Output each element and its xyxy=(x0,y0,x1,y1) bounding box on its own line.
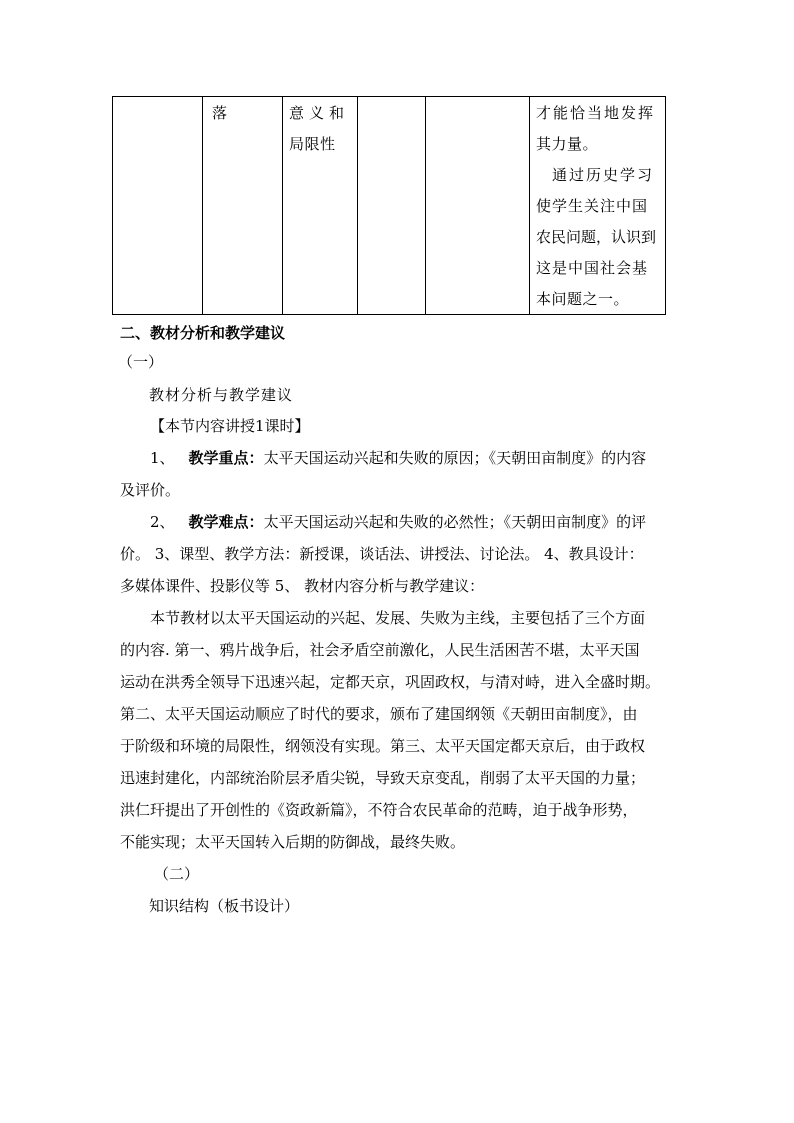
table-divider xyxy=(202,96,203,315)
analysis-paragraph-line: 本节教材以太平天国运动的兴起、发展、失败为主线，主要包括了三个方面 xyxy=(150,609,646,627)
key-point-label: 教学重点： xyxy=(188,449,264,467)
subsection-title-1: 教材分析与教学建议 xyxy=(149,386,294,404)
key-point-text: 太平天国运动兴起和失败的原因；《天朝田亩制度》的内容 xyxy=(263,449,647,467)
table-cell-line: 才能恰当地发挥 xyxy=(536,104,656,122)
difficult-point-continuation: 价。 3、课型、教学方法：新授课，谈话法、讲授法、讨论法。 4、教具设计： xyxy=(120,545,644,563)
section-heading: 二、教材分析和教学建议 xyxy=(120,324,286,342)
table-divider xyxy=(529,96,530,315)
key-point-continuation: 及评价。 xyxy=(120,481,181,499)
difficult-point-label: 教学难点： xyxy=(188,513,264,531)
analysis-paragraph-line: 于阶级和环境的局限性，纲领没有实现。第三、太平天国定都天京后，由于政权 xyxy=(120,737,646,755)
difficult-point-line xyxy=(150,511,646,532)
difficult-point-continuation-2: 多媒体课件、投影仪等 5、 教材内容分析与教学建议： xyxy=(120,577,485,595)
table-cell-line: 使学生关注中国 xyxy=(536,197,649,215)
item-number: 2、 xyxy=(150,513,175,531)
key-point-line xyxy=(150,447,646,468)
analysis-paragraph-line: 迅速封建化，内部统治阶层矛盾尖锐，导致天京变乱，削弱了太平天国的力量； xyxy=(120,769,646,787)
table-cell-line: 这是中国社会基 xyxy=(536,259,649,277)
item-number: 1、 xyxy=(150,449,175,467)
lesson-table xyxy=(112,96,666,315)
analysis-paragraph-line: 洪仁玕提出了开创性的《资政新篇》，不符合农民革命的范畴，迫于战争形势， xyxy=(120,801,638,819)
analysis-paragraph-line: 第二、太平天国运动顺应了时代的要求，颁布了建国纲领《天朝田亩制度》，由 xyxy=(120,705,638,723)
table-cell-line: 意义和 xyxy=(289,104,350,122)
table-cell-col3 xyxy=(289,98,353,160)
table-cell-line: 本问题之一。 xyxy=(536,290,630,308)
table-cell-col6 xyxy=(536,98,666,315)
lesson-hours: 【本节内容讲授1课时】 xyxy=(150,417,310,435)
table-cell-line: 农民问题，认识到 xyxy=(536,228,657,246)
analysis-paragraph-line: 不能实现；太平天国转入后期的防御战，最终失败。 xyxy=(120,833,466,851)
analysis-paragraph-line: 运动在洪秀全领导下迅速兴起，定都天京，巩固政权，与清对峙，进入全盛时期。 xyxy=(120,673,661,691)
analysis-paragraph-line: 的内容. 第一、鸦片战争后，社会矛盾空前激化，人民生活困苦不堪，太平天国 xyxy=(120,641,640,659)
table-divider xyxy=(357,96,358,315)
table-cell-line: 局限性 xyxy=(289,135,336,153)
table-divider xyxy=(425,96,426,315)
table-divider xyxy=(282,96,283,315)
subsection-title-2: 知识结构（板书设计） xyxy=(149,897,300,915)
difficult-point-text: 太平天国运动兴起和失败的必然性；《天朝田亩制度》的评 xyxy=(263,513,647,531)
table-cell-line: 其力量。 xyxy=(536,135,599,153)
subsection-number-1: （一） xyxy=(118,353,164,371)
table-cell-col2: 落 xyxy=(212,104,228,122)
table-cell-line: 通过历史学习 xyxy=(552,166,655,184)
subsection-number-2: （二） xyxy=(154,865,200,883)
